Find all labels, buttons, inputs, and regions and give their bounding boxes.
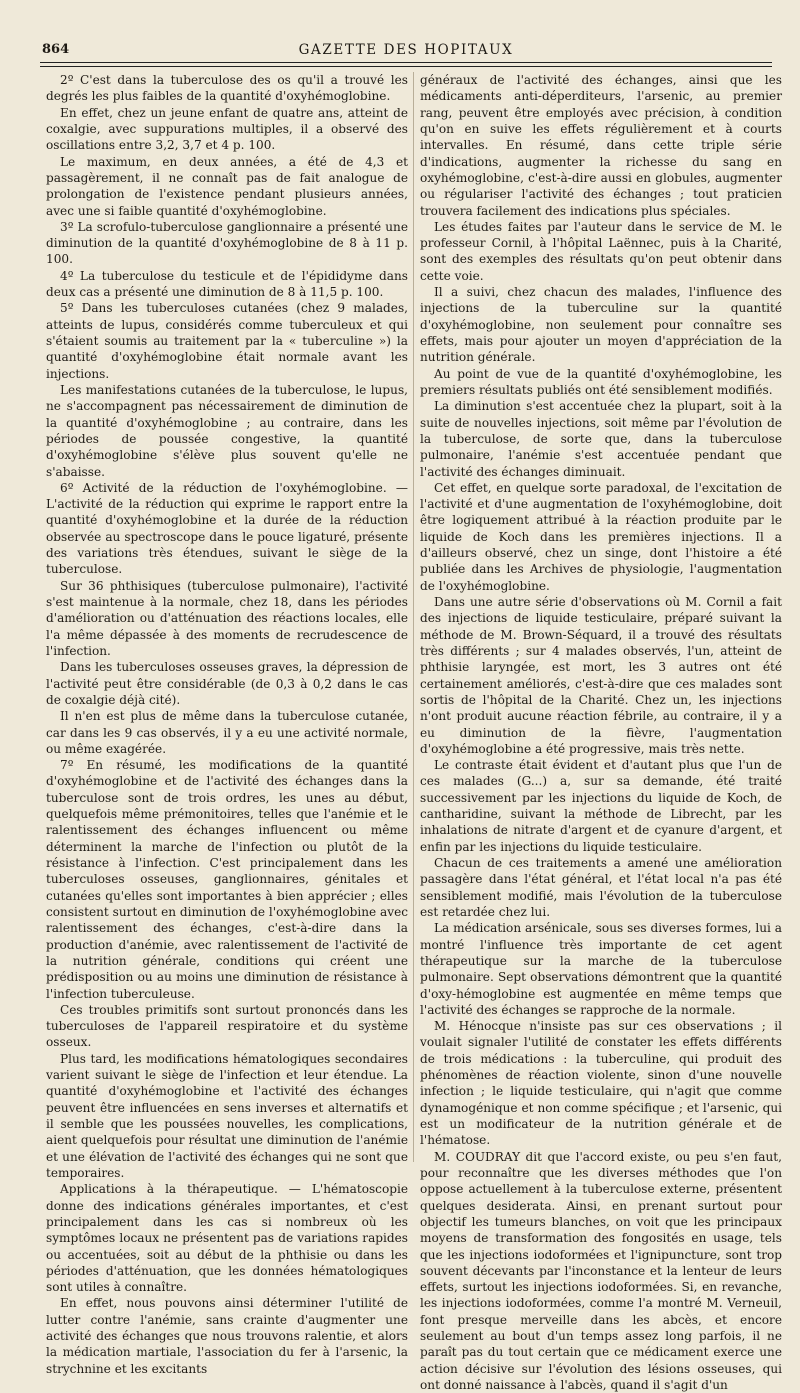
paragraph: 6º Activité de la réduction de l'oxyhémoglobine. — L'activité de la réduction qui exprime le rapport entre la quantité d'oxyhémoglobine et la durée de la réduction observée au spectroscope dans le pouce ligaturé, présente des variations très étendues, suivant le siège de la tuberculose.	[46, 480, 408, 577]
paragraph: Sur 36 phthisiques (tuberculose pulmonaire), l'activité s'est maintenue à la normale, chez 18, dans les périodes d'amélioration ou d'atténuation des réactions locales, elle l'a même dépassée à des moments de recrudescence de l'infection.	[46, 578, 408, 658]
header-rule-thin	[40, 66, 772, 67]
paragraph: La médication arsénicale, sous ses diverses formes, lui a montré l'influence très importante de cet agent thérapeutique sur la marche de la tuberculose pulmonaire. Sept observations démontrent que la quantité d'oxy-hémoglobine est augmentée en même temps que l'activité des échanges se rapproche de la normale.	[420, 921, 782, 1017]
paragraph: 3º La scrofulo-tuberculose ganglionnaire a présenté une diminution de la quantité d'oxyhémoglobine de 8 à 11 p. 100.	[46, 219, 408, 267]
paragraph: M. COUDRAY dit que l'accord existe, ou peu s'en faut, pour reconnaître que les diverses méthodes que l'on oppose actuellement à la tuberculose externe, présentent quelques desiderata. Ainsi, en prenant surtout pour objectif les tumeurs blanches, on voit que les principaux moyens de transformation des fongosités en usage, tels que les injections iodoformées et l'ignipuncture, sont trop souvent décevants par l'inconstance et la lenteur de leurs effets, surtout les injections iodoformées. Si, en revanche, les injections iodoformées, comme l'a montré M. Verneuil, font presque merveille dans les abcès, et encore seulement au bout d'un temps assez long parfois, il ne paraît pas du tout certain que ce médicament exerce une action décisive sur l'évolution des lésions osseuses, qui ont donné naissance à l'abcès, quand il s'agit d'un	[420, 1149, 782, 1392]
paragraph: En effet, nous pouvons ainsi déterminer l'utilité de lutter contre l'anémie, sans crainte d'augmenter une activité des échanges que nous trouvons ralentie, et alors la médication martiale, l'association du fer à l'arsenic, la strychnine et les excitants	[46, 1296, 408, 1376]
right-column	[420, 72, 782, 1392]
paragraph: 2º C'est dans la tuberculose des os qu'il a trouvé les degrés les plus faibles de la quantité d'oxyhémoglobine.	[46, 73, 408, 104]
left-column	[46, 72, 408, 1376]
paragraph: 7º En résumé, les modifications de la quantité d'oxyhémoglobine et de l'activité des échanges dans la tuberculose sont de trois ordres, les unes au début, quelquefois même prémonitoires, telles que l'anémie et le ralentissement des échanges influencent ou même déterminent la marche de l'infection ou plutôt de la résistance à l'infection. C'est principalement dans les tuberculoses osseuses, ganglionnaires, génitales et cutanées qu'elles sont importantes à bien apprécier ; elles consistent surtout en diminution de l'oxyhémoglobine avec ralentissement des échanges, c'est-à-dire dans la production d'anémie, avec ralentissement de l'activité de la nutrition générale, conditions qui créent une prédisposition ou au moins une diminution de résistance à l'infection tuberculeuse.	[46, 758, 408, 1001]
header-rule-thick	[40, 62, 772, 63]
paragraph: Chacun de ces traitements a amené une amélioration passagère dans l'état général, et l'état local n'a pas été sensiblement modifié, mais l'évolution de la tuberculose est retardée chez lui.	[420, 856, 782, 919]
paragraph: 4º La tuberculose du testicule et de l'épididyme dans deux cas a présenté une diminution de 8 à 11,5 p. 100.	[46, 268, 408, 300]
page-number: 864	[42, 42, 70, 57]
paragraph: Plus tard, les modifications hématologiques secondaires varient suivant le siège de l'infection et leur étendue. La quantité d'oxyhémoglobine et l'activité des échanges peuvent être influencées en sens inverses et alternatifs et il semble que les poussées nouvelles, les complications, aient quelquefois pour résultat une diminution de l'anémie et une élévation de l'activité des échanges qui ne sont que temporaires.	[46, 1051, 408, 1180]
paragraph: Les manifestations cutanées de la tuberculose, le lupus, ne s'accompagnent pas nécessairement de diminution de la quantité d'oxyhémoglobine ; au contraire, dans les périodes de poussée congestive, la quantité d'oxyhémoglobine s'élève plus souvent qu'elle ne s'abaisse.	[46, 382, 408, 479]
paragraph: Le maximum, en deux années, a été de 4,3 et passagèrement, il ne connaît pas de fait analogue de prolongation de l'existence pendant plusieurs années, avec une si faible quantité d'oxyhémoglobine.	[46, 154, 408, 218]
paragraph: Les études faites par l'auteur dans le service de M. le professeur Cornil, à l'hôpital Laënnec, puis à la Charité, sont des exemples des résultats qu'on peut obtenir dans cette voie.	[420, 219, 782, 283]
paragraph: La diminution s'est accentuée chez la plupart, soit à la suite de nouvelles injections, soit même par l'évolution de la tuberculose, de sorte que, dans la tuberculose pulmonaire, l'anémie s'est accentuée pendant que l'activité des échanges diminuait.	[420, 399, 782, 479]
paragraph: Il a suivi, chez chacun des malades, l'influence des injections de la tuberculine sur la quantité d'oxyhémoglobine, non seulement pour connaître ses effets, mais pour ajouter un moyen d'appréciation de la nutrition générale.	[420, 285, 782, 365]
paragraph: Dans une autre série d'observations où M. Cornil a fait des injections de liquide testiculaire, préparé suivant la méthode de M. Brown-Séquard, il a trouvé des résultats très différents ; sur 4 malades observés, l'un, atteint de phthisie laryngée, est mort, les 3 autres ont été certainement améliorés, c'est-à-dire que ces malades sont sortis de l'hôpital de la Charité. Chez un, les injections n'ont produit aucune réaction fébrile, au contraire, il y a eu diminution de la fièvre, l'augmentation d'oxyhémoglobine a été progressive, mais très nette.	[420, 595, 782, 756]
paragraph: généraux de l'activité des échanges, ainsi que les médicaments anti-déperditeurs, l'arsenic, au premier rang, peuvent être employés avec précision, à condition qu'on en suive les effets régulièrement et à courts intervalles. En résumé, dans cette triple série d'indications, augmenter la richesse du sang en oxyhémoglobine, c'est-à-dire aussi en globules, augmenter ou régulariser l'activité des échanges ; tout praticien trouvera facilement des indications plus spéciales.	[420, 73, 782, 218]
paragraph: M. Hénocque n'insiste pas sur ces observations ; il voulait signaler l'utilité de constater les effets différents de trois médications : la tuberculine, qui produit des phénomènes de réaction violente, sinon d'une nouvelle infection ; le liquide testiculaire, qui n'agit que comme dynamogénique et non comme spécifique ; et l'arsenic, qui est un modificateur de la nutrition générale et de l'hématose.	[420, 1019, 782, 1148]
paragraph: Il n'en est plus de même dans la tuberculose cutanée, car dans les 9 cas observés, il y a eu une activité normale, ou même exagérée.	[46, 709, 408, 756]
paragraph: En effet, chez un jeune enfant de quatre ans, atteint de coxalgie, avec suppurations multiples, il a observé des oscillations entre 3,2, 3,7 et 4 p. 100.	[46, 105, 408, 153]
running-title: GAZETTE DES HOPITAUX	[298, 42, 514, 58]
column-divider	[413, 72, 414, 1162]
paragraph: Cet effet, en quelque sorte paradoxal, de l'excitation de l'activité et d'une augmentation de l'oxyhémoglobine, doit être logiquement attribué à la réaction produite par le liquide de Koch dans les premières injections. Il a d'ailleurs observé, chez un singe, dont l'histoire a été publiée dans les Archives de physiologie, l'augmentation de l'oxyhémoglobine.	[420, 480, 782, 593]
paragraph: Dans les tuberculoses osseuses graves, la dépression de l'activité peut être considérable (de 0,3 à 0,2 dans le cas de coxalgie déjà cité).	[46, 660, 408, 707]
paragraph: Au point de vue de la quantité d'oxyhémoglobine, les premiers résultats publiés ont été sensiblement modifiés.	[420, 366, 782, 397]
paragraph: Applications à la thérapeutique. — L'hématoscopie donne des indications générales importantes, et c'est principalement dans les cas si nombreux où les symptômes locaux ne présentent pas de variations rapides ou accentuées, soit au début de la phthisie ou dans les périodes d'atténuation, que les données hématologiques sont utiles à connaître.	[46, 1182, 408, 1295]
paragraph: 5º Dans les tuberculoses cutanées (chez 9 malades, atteints de lupus, considérés comme tuberculeux et qui s'étaient soumis au traitement par la « tuberculine ») la quantité d'oxyhémoglobine était normale avant les injections.	[46, 301, 408, 381]
paragraph: Ces troubles primitifs sont surtout prononcés dans les tuberculoses de l'appareil respiratoire et du système osseux.	[46, 1002, 408, 1050]
page-header	[40, 42, 772, 62]
paragraph: Le contraste était évident et d'autant plus que l'un de ces malades (G...) a, sur sa demande, été traité successivement par les injections du liquide de Koch, de cantharidine, suivant la méthode de Librecht, par les inhalations de nitrate d'argent et de cyanure d'argent, et enfin par les injections du liquide testiculaire.	[420, 758, 782, 854]
